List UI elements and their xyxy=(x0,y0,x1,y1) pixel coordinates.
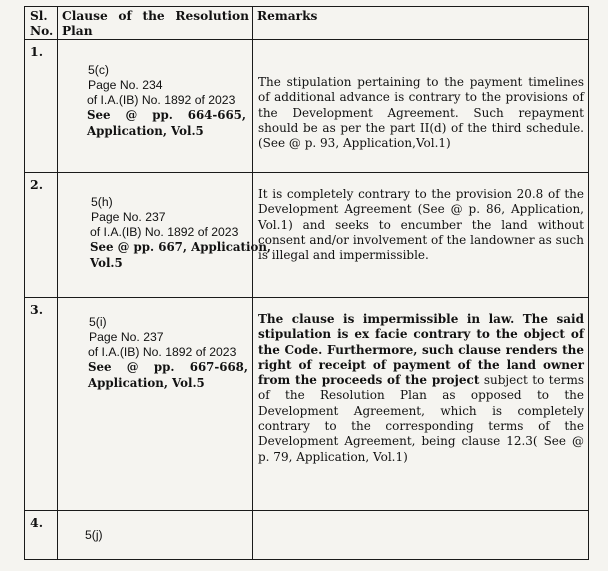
header-sl-line2: No. xyxy=(30,24,54,38)
clause-page: Page No. 237 xyxy=(91,210,166,224)
header-sl-no xyxy=(25,7,58,40)
clause-ia-ref: of I.A.(IB) No. 1892 of 2023 xyxy=(87,93,236,107)
table-row xyxy=(25,298,589,511)
clause-page: Page No. 234 xyxy=(88,78,163,92)
clause-ia-ref: of I.A.(IB) No. 1892 of 2023 xyxy=(90,225,239,239)
row-remarks: It is completely contrary to the provision 20.8 of the Development Agreement (See @ p. 86, Application, Vol.1) and seeks to encumber the land without consent and/or involvement of the landowner as such is illegal and impermissible. xyxy=(258,187,584,263)
clause-see-ref-2: Application, Vol.5 xyxy=(87,123,204,138)
row-sl-number: 3. xyxy=(30,302,44,317)
clause-see-ref-2: Vol.5 xyxy=(90,255,123,270)
header-remarks-label: Remarks xyxy=(257,9,318,23)
resolution-plan-table xyxy=(24,6,589,560)
clause-ia-ref: of I.A.(IB) No. 1892 of 2023 xyxy=(88,345,237,359)
clause-number: 5(c) xyxy=(88,63,109,77)
clause-number: 5(h) xyxy=(91,195,113,209)
header-remarks xyxy=(253,7,589,40)
row-sl-number: 4. xyxy=(30,515,44,530)
table-row xyxy=(25,40,589,173)
row-sl-number: 1. xyxy=(30,44,44,59)
clause-page: Page No. 237 xyxy=(89,330,164,344)
row-remarks: The stipulation pertaining to the payment timelines of additional advance is contrary to the provisions of the Development Agreement. Such repayment should be as per the part II(d) of the third schedule. (See @ p. 93, Application,Vol.1) xyxy=(258,75,584,151)
clause-see-ref: See @ pp. 667-668, xyxy=(88,360,248,374)
clause-see-ref: See @ pp. 664-665, xyxy=(87,108,246,122)
clause-see-ref: See @ pp. 667, Application, xyxy=(90,240,272,254)
header-clause-line2: Plan xyxy=(62,24,93,38)
header-clause xyxy=(58,7,253,40)
table-header-row xyxy=(25,7,589,40)
header-sl-line1: Sl. xyxy=(30,9,48,23)
row-sl-number: 2. xyxy=(30,177,44,192)
table-row xyxy=(25,173,589,298)
row-remarks: subject to terms of the Resolution Plan as opposed to the Development Agreement, which is completely contrary to the corresponding terms of the Development Agreement, being clause 12.3( See @ p. 79, Application, Vol.1) xyxy=(258,373,584,464)
clause-number: 5(j) xyxy=(85,528,103,542)
row-remarks-bold: The clause is impermissible in law. The said stipulation is ex facie contrary to the object of the Code. Furthermore, such clause renders the right of receipt of payment of the land owner from the proceeds of the project xyxy=(258,312,584,388)
clause-number: 5(i) xyxy=(89,315,107,329)
clause-see-ref-2: Application, Vol.5 xyxy=(88,375,205,390)
header-clause-line1: Clause of the Resolution xyxy=(62,9,249,23)
table-row xyxy=(25,511,589,560)
